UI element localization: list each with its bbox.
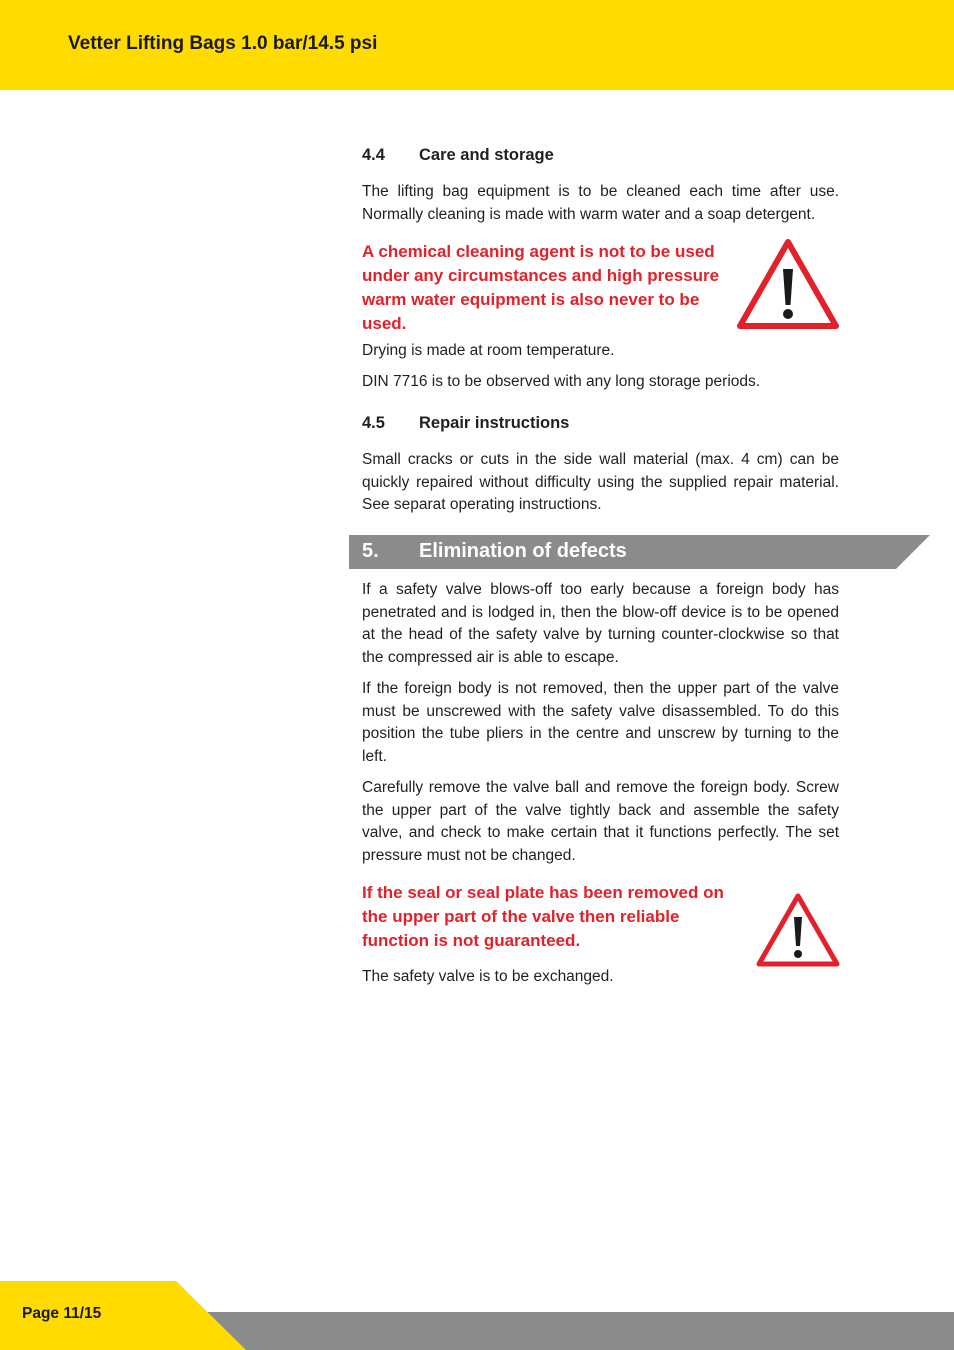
din-note: DIN 7716 is to be observed with any long storage periods. <box>362 373 761 390</box>
defects-paragraph-2: If the foreign body is not removed, then the upper part of the valve must be unscrewed with the safety valve disassembled. To do this position the tube pliers in the centre and unscrew by turning to the left. <box>362 680 839 765</box>
page-number: Page 11/15 <box>22 1305 102 1322</box>
repair-paragraph: Small cracks or cuts in the side wall material (max. 4 cm) can be quickly repaired without difficulty using the supplied repair material. See separat operating instructions. <box>362 451 839 513</box>
section-title: Elimination of defects <box>419 540 627 562</box>
chemical-cleaning-warning: A chemical cleaning agent is not to be used under any circumstances and high pressure warm water equipment is also never to be used. <box>362 242 720 333</box>
exchange-note: The safety valve is to be exchanged. <box>362 968 614 985</box>
defects-paragraph-3: Carefully remove the valve ball and remove the foreign body. Screw the upper part of the valve tightly back and assemble the safety valve, and check to make certain that it functions perfectly. The set pressure must not be changed. <box>362 779 839 864</box>
document-title: Vetter Lifting Bags 1.0 bar/14.5 psi <box>68 33 378 54</box>
section-number: 5. <box>362 540 379 562</box>
seal-plate-warning: If the seal or seal plate has been removed on the upper part of the valve then reliable function is not guaranteed. <box>362 883 724 950</box>
section-title: Repair instructions <box>419 414 570 432</box>
warning-triangle-icon <box>756 893 840 967</box>
warning-triangle-icon <box>737 239 839 329</box>
care-paragraph: The lifting bag equipment is to be cleaned each time after use. Normally cleaning is made with warm water and a soap detergent. <box>362 183 839 223</box>
section-5-banner <box>349 535 930 569</box>
section-title: Care and storage <box>419 146 554 164</box>
section-number: 4.4 <box>362 146 385 164</box>
section-number: 4.5 <box>362 414 385 432</box>
drying-note: Drying is made at room temperature. <box>362 342 615 359</box>
defects-paragraph-1: If a safety valve blows-off too early because a foreign body has penetrated and is lodged in, then the blow-off device is to be opened at the head of the safety valve by turning counter-clockwise so that the compressed air is able to escape. <box>362 581 839 666</box>
section-4-4-heading <box>362 146 554 165</box>
section-4-5-heading <box>362 414 569 433</box>
